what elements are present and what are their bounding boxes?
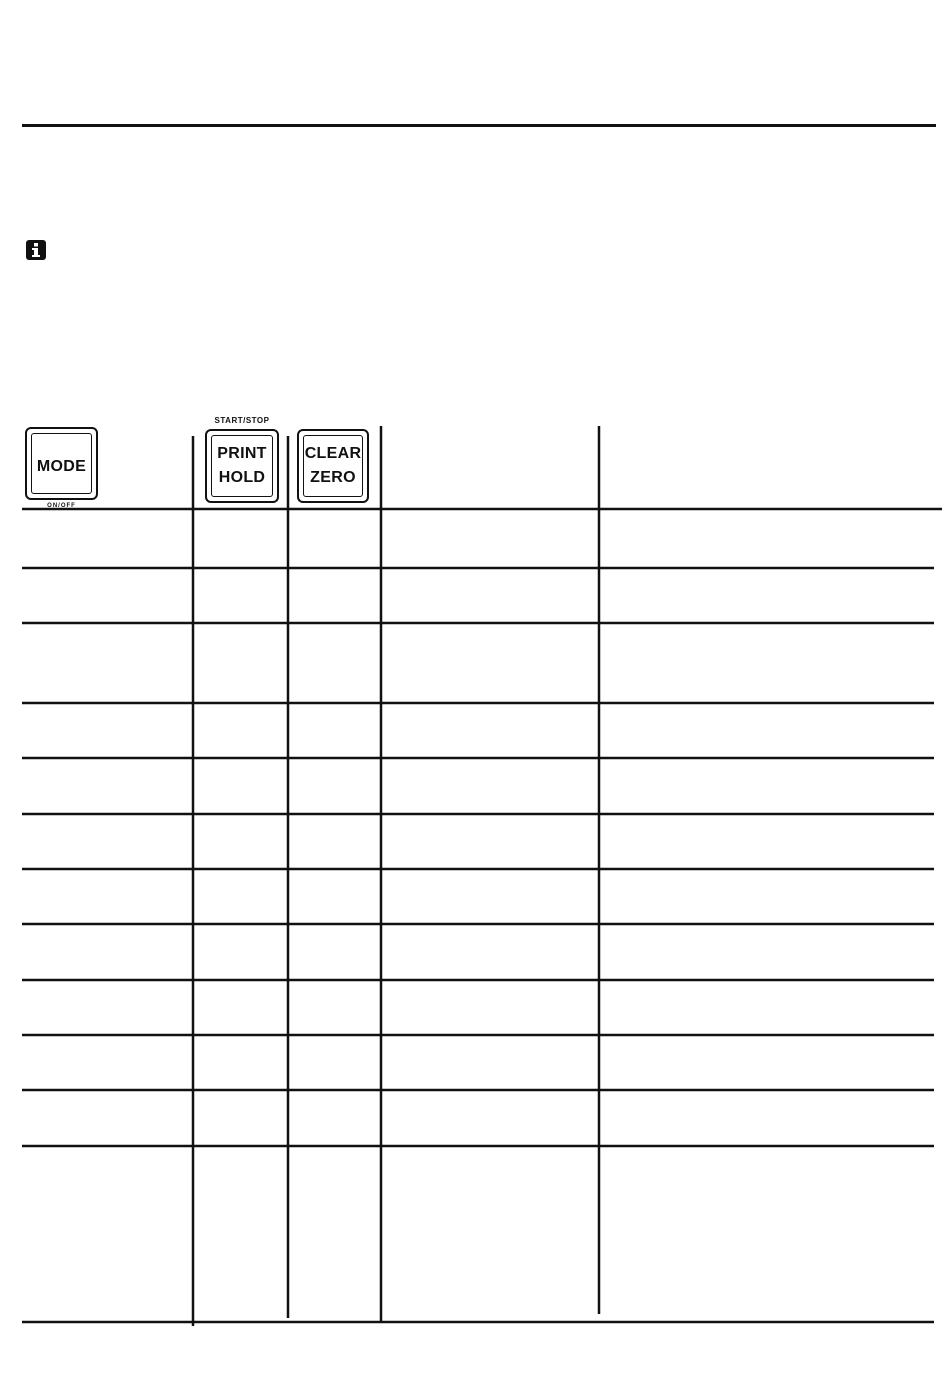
clear-key-label: CLEAR (304, 445, 362, 462)
zero-key-label: ZERO (310, 469, 356, 486)
mode-key-sub-label: ON/OFF (47, 503, 76, 509)
hold-key-label: HOLD (218, 469, 266, 486)
print-hold-above-label: START/STOP (214, 416, 270, 425)
mode-key-label: MODE (36, 458, 87, 475)
print-key-label: PRINT (217, 445, 267, 462)
